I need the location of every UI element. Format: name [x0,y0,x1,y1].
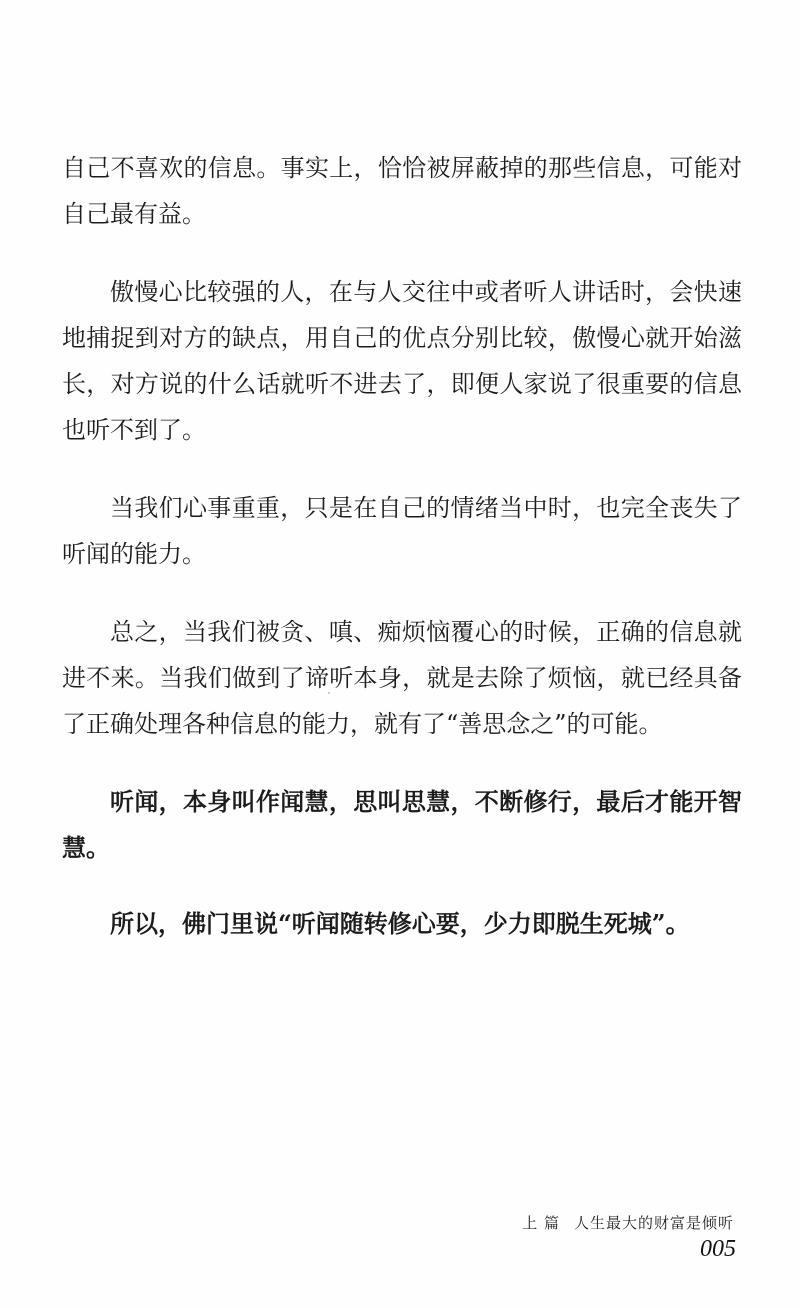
paragraph: 总之，当我们被贪、嗔、痴烦恼覆心的时候，正确的信息就进不来。当我们做到了谛听本身，就是去除了烦恼，就已经具备了正确处理各种信息的能力，就有了“善思念之”的可能。 [62,618,742,738]
chapter-title: 人生最大的财富是倾听 [573,1214,734,1232]
paragraph: 自己不喜欢的信息。事实上，恰恰被屏蔽掉的那些信息，可能对自己最有益。 [62,154,742,228]
print-speck [328,692,330,694]
paragraph: 当我们心事重重，只是在自己的情绪当中时，也完全丧失了听闻的能力。 [62,494,742,568]
paragraph: 傲慢心比较强的人，在与人交往中或者听人讲话时，会快速地捕捉到对方的缺点，用自己的优点分别比较，傲慢心就开始滋长，对方说的什么话就听不进去了，即便人家说了很重要的信息也听不到了。 [62,278,742,444]
running-footer [522,1212,734,1233]
page-number: 005 [700,1236,736,1262]
bold-paragraph: 听闻，本身叫作闻慧，思叫思慧，不断修行，最后才能开智慧。 [62,787,742,862]
body-text [62,145,742,977]
bold-paragraph: 所以，佛门里说“听闻随转修心要，少力即脱生死城”。 [110,909,690,938]
part-label: 上 篇 [522,1214,560,1232]
